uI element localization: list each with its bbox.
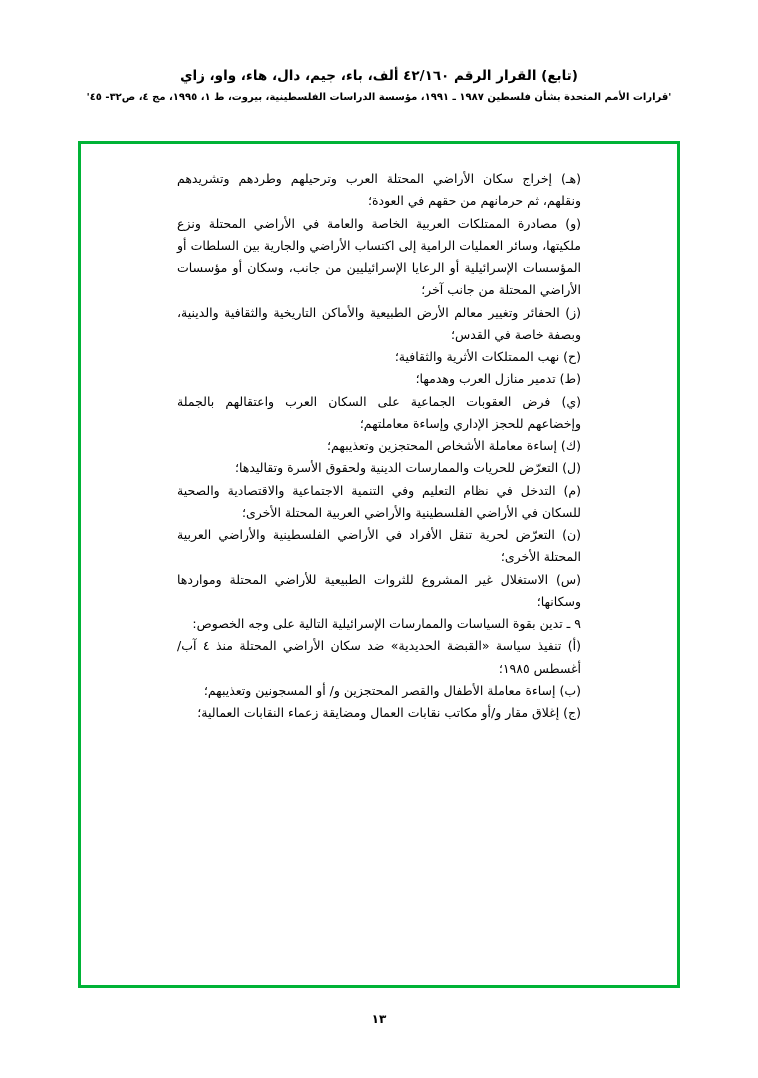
- body-paragraph: (ز) الحفائر وتغيير معالم الأرض الطبيعية والأماكن التاريخية والثقافية والدينية، وبصفة خاصة في القدس؛: [177, 304, 581, 342]
- body-paragraph: (ك) إساءة معاملة الأشخاص المحتجزين وتعذيبهم؛: [327, 438, 581, 453]
- body-paragraph: (ن) التعرّض لحرية تنقل الأفراد في الأراضي الفلسطينية والأراضي العربية المحتلة الأخرى؛: [177, 527, 581, 565]
- green-border-frame: [78, 141, 680, 988]
- document-body: [177, 168, 581, 724]
- body-paragraph: (و) مصادرة الممتلكات العربية الخاصة والعامة في الأراضي المحتلة ونزع ملكيتها، وسائر العمليات الرامية إلى اكتساب الأراضي والجارية بين السلطات أو المؤسسات الإسرائيلية أو الرعايا الإسرائيليين من جانب، وسكان أو مؤسسات الأراضي المحتلة من جانب آخر؛: [177, 215, 581, 298]
- body-paragraph: (ل) التعرّض للحريات والممارسات الدينية ولحقوق الأسرة وتقاليدها؛: [234, 460, 581, 476]
- body-paragraph: (ح) نهب الممتلكات الأثرية والثقافية؛: [394, 349, 581, 364]
- body-paragraph: (س) الاستغلال غير المشروع للثروات الطبيعية للأراضي المحتلة ومواردها وسكانها؛: [177, 571, 581, 609]
- body-paragraph: ٩ ـ تدين بقوة السياسات والممارسات الإسرائيلية التالية على وجه الخصوص:: [192, 616, 581, 631]
- body-paragraph: (م) التدخل في نظام التعليم وفي التنمية الاجتماعية والاقتصادية والصحية للسكان في الأراضي الفلسطينية والأراضي العربية المحتلة الأخرى؛: [177, 482, 581, 520]
- body-paragraph: (هـ) إخراج سكان الأراضي المحتلة العرب وترحيلهم وطردهم وتشريدهم ونقلهم، ثم حرمانهم من حقهم في العودة؛: [177, 171, 581, 209]
- page-number: ١٣: [371, 1012, 387, 1026]
- body-paragraph: (ط) تدمير منازل العرب وهدمها؛: [415, 371, 581, 387]
- header-title: (تابع) القرار الرقم ٤٢/١٦٠ ألف، باء، جيم، دال، هاء، واو، زاي: [180, 68, 578, 84]
- body-paragraph: (أ) تنفيذ سياسة «القبضة الحديدية» ضد سكان الأراضي المحتلة منذ ٤ آب/أغسطس ١٩٨٥؛: [177, 638, 581, 676]
- body-paragraph: (ي) فرض العقوبات الجماعية على السكان العرب واعتقالهم بالجملة وإخضاعهم للحجز الإداري وإساءة معاملتهم؛: [177, 393, 581, 431]
- header-source-note: 'قرارات الأمم المتحدة بشأن فلسطين ١٩٨٧ ـ ١٩٩١، مؤسسة الدراسات الفلسطينية، بيروت، ط ١، ١٩٩٥، مج ٤، ص٣٢- ٤٥': [86, 92, 672, 104]
- page-header: [0, 0, 758, 103]
- body-paragraph: (ج) إغلاق مقار و/أو مكاتب نقابات العمال ومضايقة زعماء النقابات العمالية؛: [197, 705, 581, 720]
- body-paragraph: (ب) إساءة معاملة الأطفال والقصر المحتجزين و/ أو المسجونين وتعذيبهم؛: [203, 682, 581, 698]
